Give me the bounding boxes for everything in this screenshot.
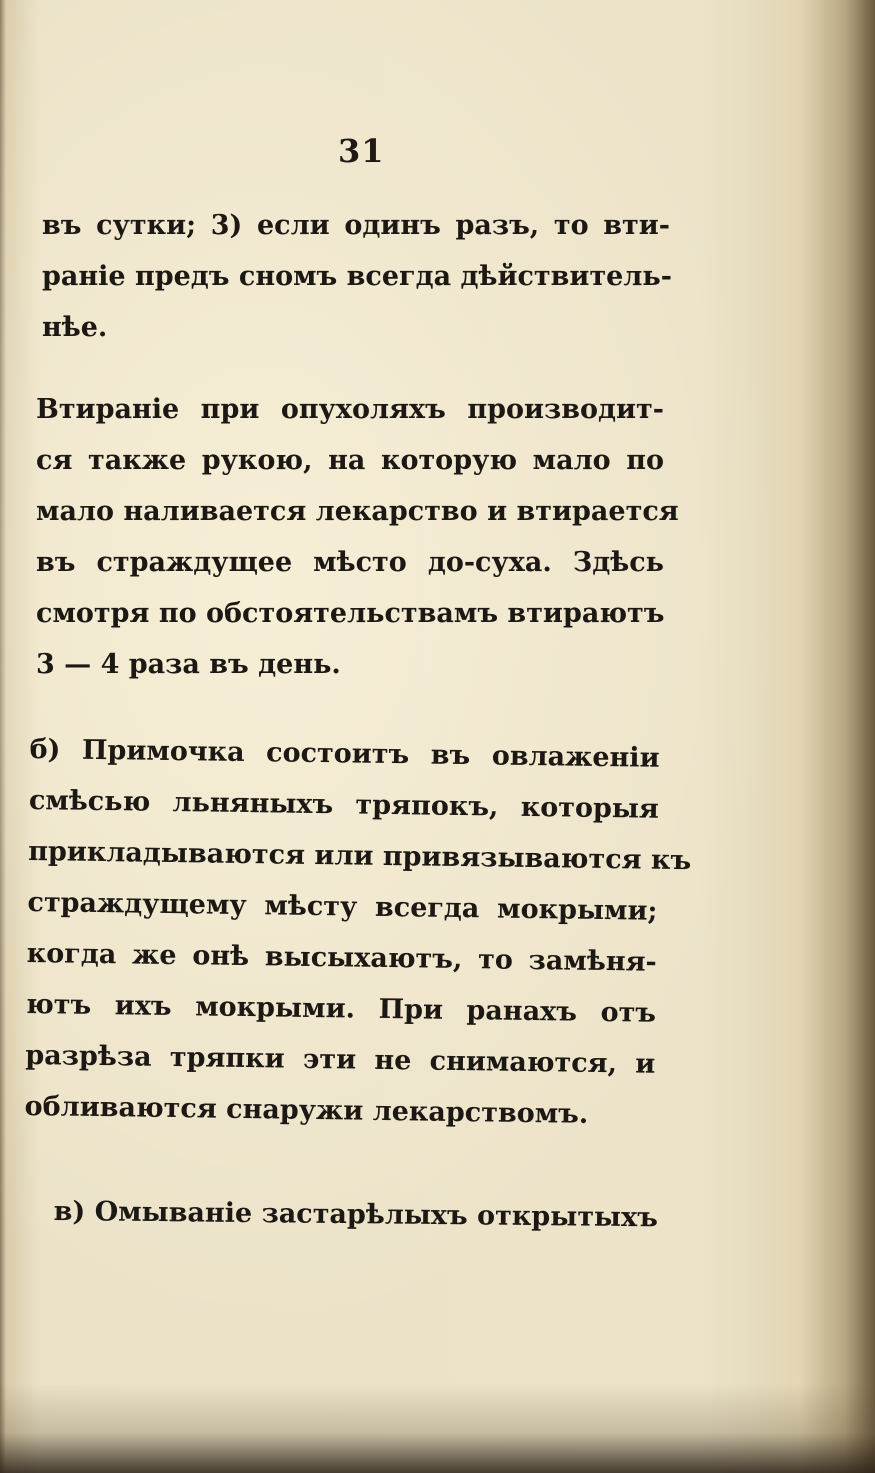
text-line: ся также рукою, на которую мало по	[36, 445, 664, 476]
page-edge-shadow	[0, 1383, 875, 1473]
page-number: 31	[338, 132, 385, 170]
text-line: в) Омываніе застарѣлыхъ открытыхъ	[53, 1195, 659, 1234]
text-line: обливаются снаружи лекарствомъ.	[24, 1090, 589, 1130]
text-line: мало наливается лекарство и втирается	[36, 496, 679, 527]
paragraph-1	[42, 200, 670, 353]
text-line: нѣе.	[42, 312, 108, 343]
paragraph-4	[53, 1186, 659, 1243]
text-line: смотря по обстоятельствамъ втираютъ	[36, 598, 665, 629]
text-line: б) Примочка состоитъ въ овлаженіи	[29, 733, 660, 774]
text-line: 3 — 4 раза въ день.	[36, 649, 341, 680]
paragraph-2	[36, 384, 679, 690]
paragraph-3	[24, 724, 692, 1141]
text-line: смѣсью льняныхъ тряпокъ, которыя	[28, 784, 660, 825]
text-line: ютъ ихъ мокрыми. При ранахъ отъ	[25, 988, 657, 1029]
text-line: въ страждущее мѣсто до-суха. Здѣсь	[36, 547, 664, 578]
text-line: страждущему мѣсту всегда мокрыми;	[27, 886, 658, 927]
text-line: разрѣза тряпки эти не снимаются, и	[25, 1039, 656, 1080]
text-line: раніе предъ сномъ всегда дѣйствитель-	[42, 261, 672, 292]
text-line: прикладываются или привязываются къ	[28, 835, 692, 877]
text-line: когда же онѣ высыхаютъ, то замѣня-	[26, 937, 657, 978]
text-line: Втираніе при опухоляхъ производит-	[36, 394, 664, 425]
text-line: въ сутки; 3) если одинъ разъ, то вти-	[42, 210, 670, 241]
